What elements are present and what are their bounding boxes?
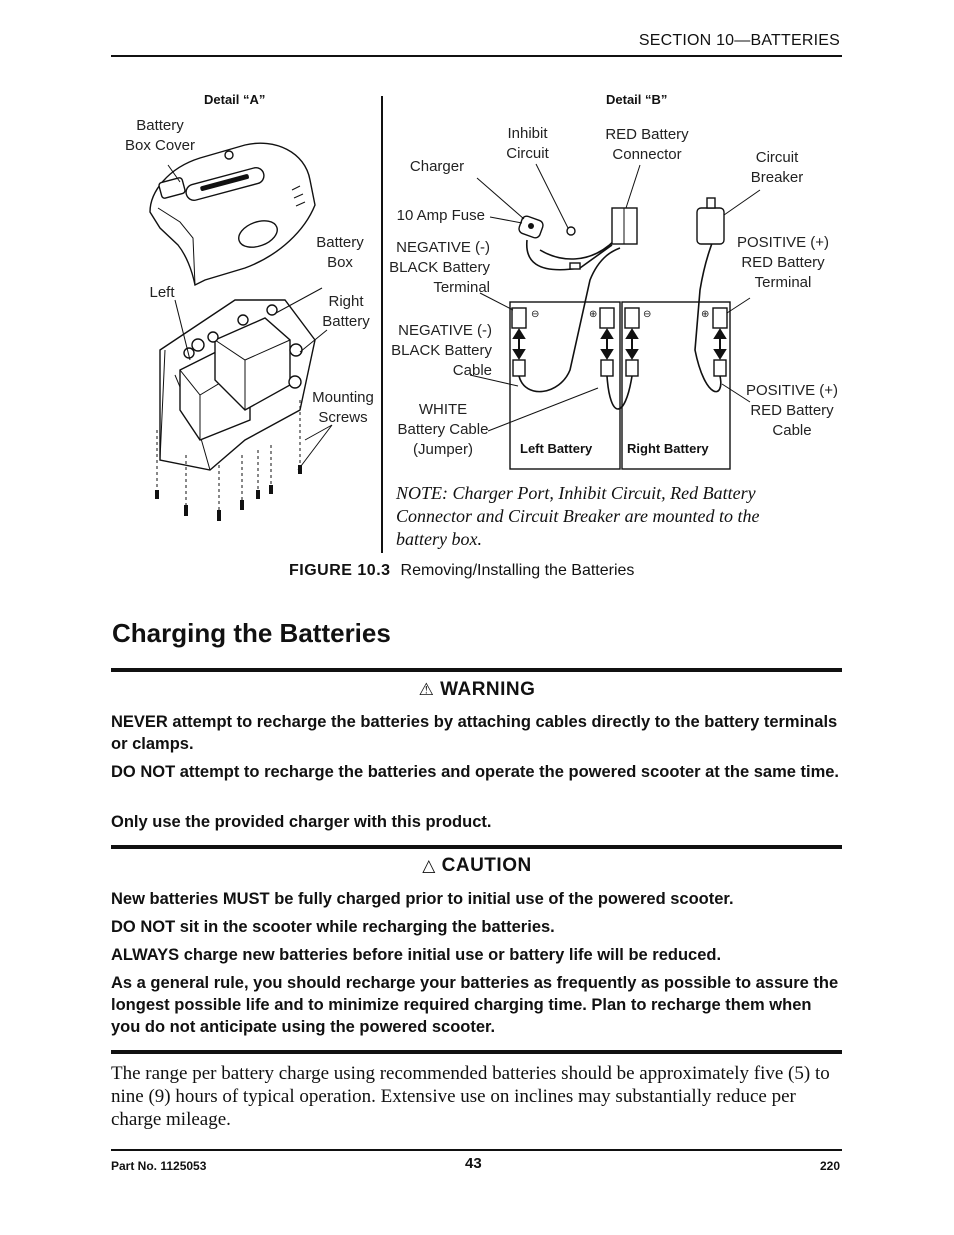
footer-page-number: 43 [465,1155,482,1172]
warning-title: WARNING [440,679,536,700]
caution-title: CAUTION [441,855,532,876]
label-right-battery-b: Right Battery [627,441,709,456]
section-title: Charging the Batteries [112,618,391,648]
caution-top-rule [111,845,842,849]
label-pos-red-cable: POSITIVE (+) RED Battery Cable [745,382,839,439]
label-left: Left [149,284,175,301]
label-circuit-breaker: Circuit Breaker [750,149,804,186]
label-inhibit-circuit: Inhibit Circuit [506,125,549,162]
figure-title: Removing/Installing the Batteries [400,562,635,579]
caution-heading [0,855,954,877]
warning-para-1: NEVER attempt to recharge the batteries by attaching cables directly to the battery terminals or clamps. [111,713,838,753]
warning-icon: ⚠ [418,680,435,700]
battery-box-cover-drawing [150,143,315,285]
svg-text:⊖: ⊖ [643,309,652,320]
section-header: SECTION 10—BATTERIES [638,32,840,49]
footer-part-no: Part No. 1125053 [111,1159,207,1173]
label-right-battery: Right Battery [322,293,370,330]
label-neg-black-terminal: NEGATIVE (-) BLACK Battery Terminal [389,239,490,296]
warning-top-rule [111,668,842,672]
footer-rule [111,1149,842,1151]
detail-b-title: Detail “B” [606,92,668,107]
caution-para-3: ALWAYS charge new batteries before initial use or battery life will be reduced. [111,946,722,964]
caution-para-1: New batteries MUST be fully charged prior to initial use of the powered scooter. [111,890,734,908]
warning-para-3: Only use the provided charger with this product. [111,813,492,831]
footer-code: 220 [819,1159,840,1173]
caution-icon: △ [422,856,436,876]
body-paragraph: The range per battery charge using recommended batteries should be approximately five (5) to nine (9) hours of typical operation. Extensive use on inclines may substantially reduce per charge mileage. [111,1063,830,1130]
svg-text:⊕: ⊕ [589,309,598,320]
wiring-drawing [470,164,760,469]
warning-heading [0,679,954,701]
figure-number: FIGURE 10.3 [289,562,391,579]
caution-bottom-rule [111,1050,842,1054]
label-red-battery-connector: RED Battery Connector [605,126,689,163]
label-amp-fuse: 10 Amp Fuse [396,207,485,224]
label-battery-box: Battery Box [316,234,364,271]
label-mounting-screws: Mounting Screws [312,389,374,426]
caution-para-4: As a general rule, you should recharge your batteries as frequently as possible to assure the longest possible life and to minimize required charging time. Plan to recharge them when you do not anticipate using the powered scooter. [111,974,839,1036]
svg-text:⊖: ⊖ [531,309,540,320]
label-battery-box-cover: Battery Box Cover [124,117,196,154]
caution-para-2: DO NOT sit in the scooter while recharging the batteries. [111,918,555,936]
detail-a-title: Detail “A” [204,92,266,107]
label-charger: Charger [409,158,465,175]
svg-text:⊕: ⊕ [701,309,710,320]
circuit-breaker-shape [697,208,724,244]
label-left-battery: Left Battery [520,441,593,456]
figure-note: NOTE: Charger Port, Inhibit Circuit, Red Battery Connector and Circuit Breaker are mounted to the battery box. [396,483,760,549]
label-pos-red-terminal: POSITIVE (+) RED Battery Terminal [736,234,830,291]
figure-caption [289,562,634,580]
label-neg-black-cable: NEGATIVE (-) BLACK Battery Cable [391,322,492,379]
warning-para-2: DO NOT attempt to recharge the batteries and operate the powered scooter at the same time. [111,763,840,781]
label-white-cable: WHITE Battery Cable (Jumper) [397,401,489,458]
